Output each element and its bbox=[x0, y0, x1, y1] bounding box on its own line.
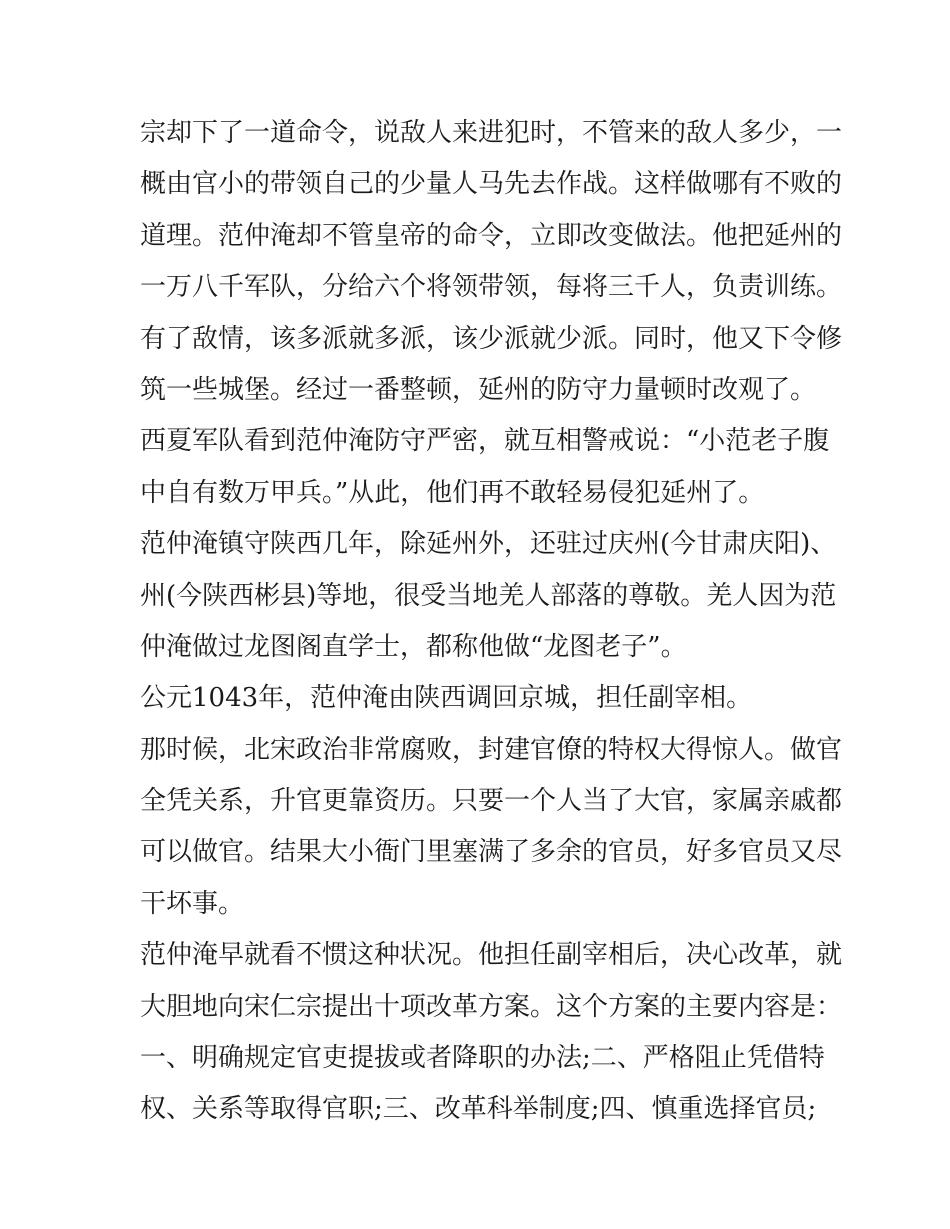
text-line: 州(今陕西彬县)等地，很受当地羌人部落的尊敬。羌人因为范 bbox=[140, 580, 837, 611]
text-line: 筑一些城堡。经过一番整顿，延州的防守力量顿时改观了。 bbox=[140, 374, 817, 405]
text-line: 一万八千军队，分给六个将领带领，每将三千人，负责训练。 bbox=[140, 272, 843, 303]
text-line: 有了敌情，该多派就多派，该少派就少派。同时，他又下令修 bbox=[140, 323, 843, 354]
text-line: 概由官小的带领自己的少量人马先去作战。这样做哪有不败的 bbox=[140, 169, 843, 200]
text-line: 公元1043年，范仲淹由陕西调回京城，担任副宰相。 bbox=[140, 683, 753, 714]
text-line: 宗却下了一道命令，说敌人来进犯时，不管来的敌人多少，一 bbox=[140, 118, 843, 148]
text-line: 可以做官。结果大小衙门里塞满了多余的官员，好多官员又尽 bbox=[140, 837, 843, 868]
text-line: 大胆地向宋仁宗提出十项改革方案。这个方案的主要内容是： bbox=[140, 991, 843, 1022]
text-line: 全凭关系，升官更靠资历。只要一个人当了大官，家属亲戚都 bbox=[140, 786, 843, 817]
text-line: 西夏军队看到范仲淹防守严密，就互相警戒说：“小范老子腹 bbox=[140, 426, 830, 457]
text-line: 权、关系等取得官职;三、改革科举制度;四、慎重选择官员; bbox=[140, 1094, 817, 1125]
text-line: 道理。范仲淹却不管皇帝的命令，立即改变做法。他把延州的 bbox=[140, 220, 843, 251]
text-line: 一、明确规定官吏提拔或者降职的办法;二、严格阻止凭借特 bbox=[140, 1043, 825, 1074]
body-text bbox=[140, 108, 843, 1136]
text-line: 那时候，北宋政治非常腐败，封建官僚的特权大得惊人。做官 bbox=[140, 734, 843, 765]
text-line: 仲淹做过龙图阁直学士，都称他做“龙图老子”。 bbox=[140, 631, 687, 662]
text-line: 范仲淹镇守陕西几年，除延州外，还驻过庆州(今甘肃庆阳)、 bbox=[140, 529, 837, 560]
text-line: 干坏事。 bbox=[140, 888, 245, 919]
text-line: 中自有数万甲兵。”从此，他们再不敢轻易侵犯延州了。 bbox=[140, 477, 765, 508]
text-line: 范仲淹早就看不惯这种状况。他担任副宰相后，决心改革，就 bbox=[140, 940, 843, 971]
